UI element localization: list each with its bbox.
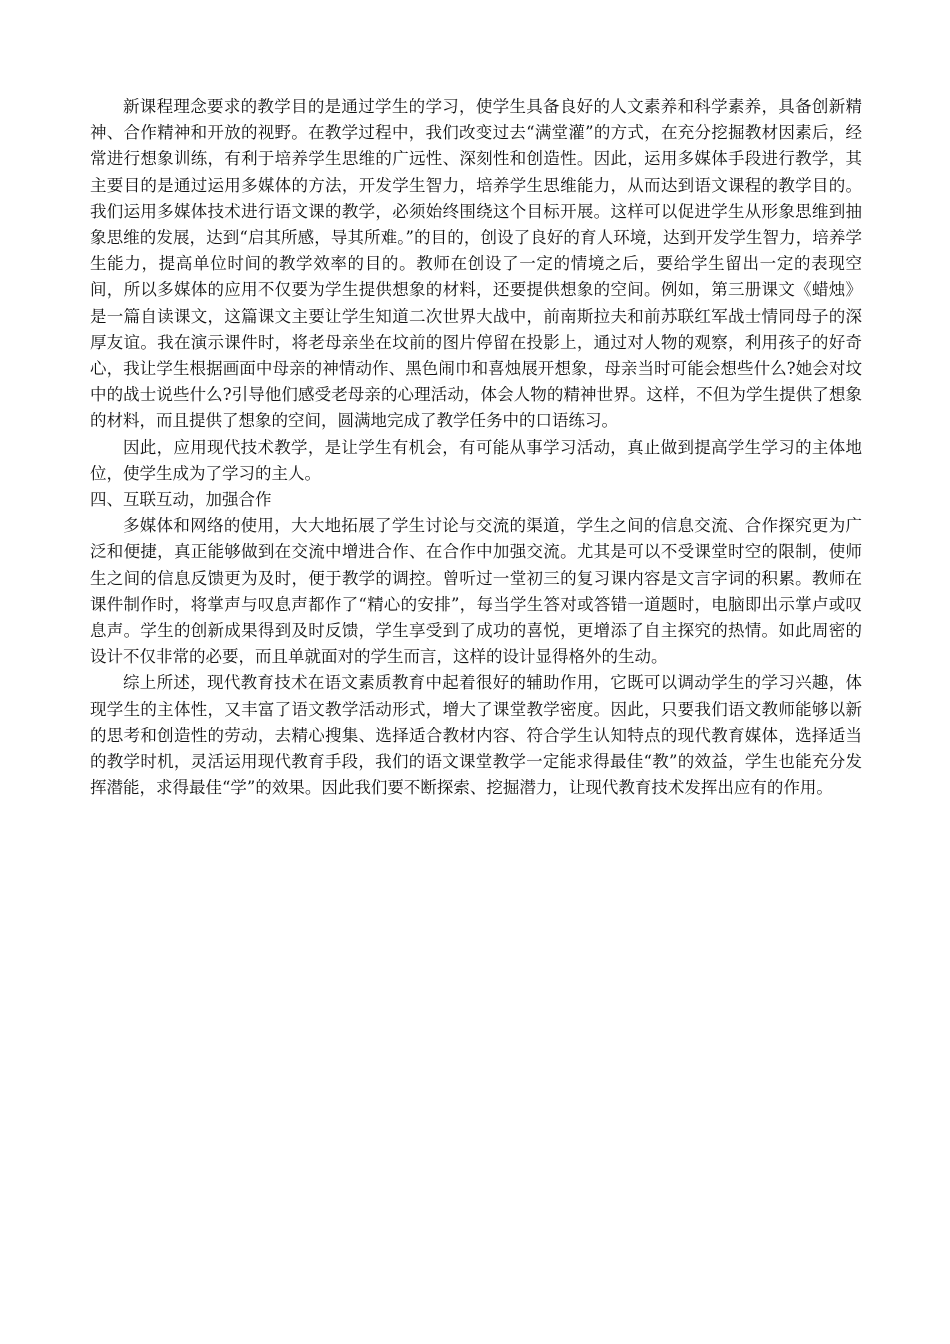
section-heading: 四、互联互动，加强合作 xyxy=(90,490,272,510)
paragraph-student-subject: 因此，应用现代技术教学，是让学生有机会，有可能从事学习活动，真止做到提高学生学习的主体地位，使学生成为了学习的主人。 xyxy=(90,437,862,483)
paragraph-interaction-cooperation: 多媒体和网络的使用，大大地拓展了学生讨论与交流的渠道，学生之间的信息交流、合作探究更为广泛和便捷，真正能够做到在交流中增进合作、在合作中加强交流。尤其是可以不受课堂时空的限制，使师生之间的信息反馈更为及时，便于教学的调控。曾听过一堂初三的复习课内容是文言字词的积累。教师在课件制作时，将掌声与叹息声都作了“精心的安排”，每当学生答对或答错一道题时，电脑即出示掌卢或叹息声。学生的创新成果得到及时反馈，学生享受到了成功的喜悦，更增添了自主探究的热情。如此周密的设计不仅非常的必要，而且单就面对的学生而言，这样的设计显得格外的生动。 xyxy=(90,516,862,667)
paragraph-conclusion: 综上所述，现代教育技术在语文素质教育中起着很好的辅助作用，它既可以调动学生的学习兴趣，体现学生的主体性，又丰富了语文教学活动形式，增大了课堂教学密度。因此，只要我们语文教师能够以新的思考和创造性的劳动，去精心搜集、选择适合教材内容、符合学生认知特点的现代教育媒体，选择适当的教学时机，灵活运用现代教育手段，我们的语文课堂教学一定能求得最佳“教”的效益，学生也能充分发挥潜能，求得最佳“学”的效果。因此我们要不断探索、挖掘潜力，让现代教育技术发挥出应有的作用。 xyxy=(90,673,862,798)
document-page xyxy=(90,94,862,801)
paragraph-imagination-training: 新课程理念要求的教学目的是通过学生的学习，使学生具备良好的人文素养和科学素养，具备创新精神、合作精神和开放的视野。在教学过程中，我们改变过去“满堂灌”的方式，在充分挖掘教材因素后，经常进行想象训练，有利于培养学生思维的广远性、深刻性和创造性。因此，运用多媒体手段进行教学，其主要目的是通过运用多媒体的方法，开发学生智力，培养学生思维能力，从而达到语文课程的教学目的。我们运用多媒体技术进行语文课的教学，必须始终围绕这个目标开展。这样可以促进学生从形象思维到抽象思维的发展，达到“启其所感，导其所难。”的目的，创设了良好的育人环境，达到开发学生智力，培养学生能力，提高单位时间的教学效率的目的。教师在创设了一定的情境之后，要给学生留出一定的表现空间，所以多媒体的应用不仅要为学生提供想象的材料，还要提供想象的空间。例如，第三册课文《蜡烛》是一篇自读课文，这篇课文主要让学生知道二次世界大战中，前南斯拉夫和前苏联红军战士情同母子的深厚友谊。我在演示课件时，将老母亲坐在坟前的图片停留在投影上，通过对人物的观察，利用孩子的好奇心，我让学生根据画面中母亲的神情动作、黑色闹巾和喜烛展开想象，母亲当时可能会想些什么?她会对坟中的战士说些什么?引导他们感受老母亲的心理活动，体会人物的精神世界。这样，不但为学生提供了想象的材料，而且提供了想象的空间，圆满地完成了教学任务中的口语练习。 xyxy=(90,97,862,431)
